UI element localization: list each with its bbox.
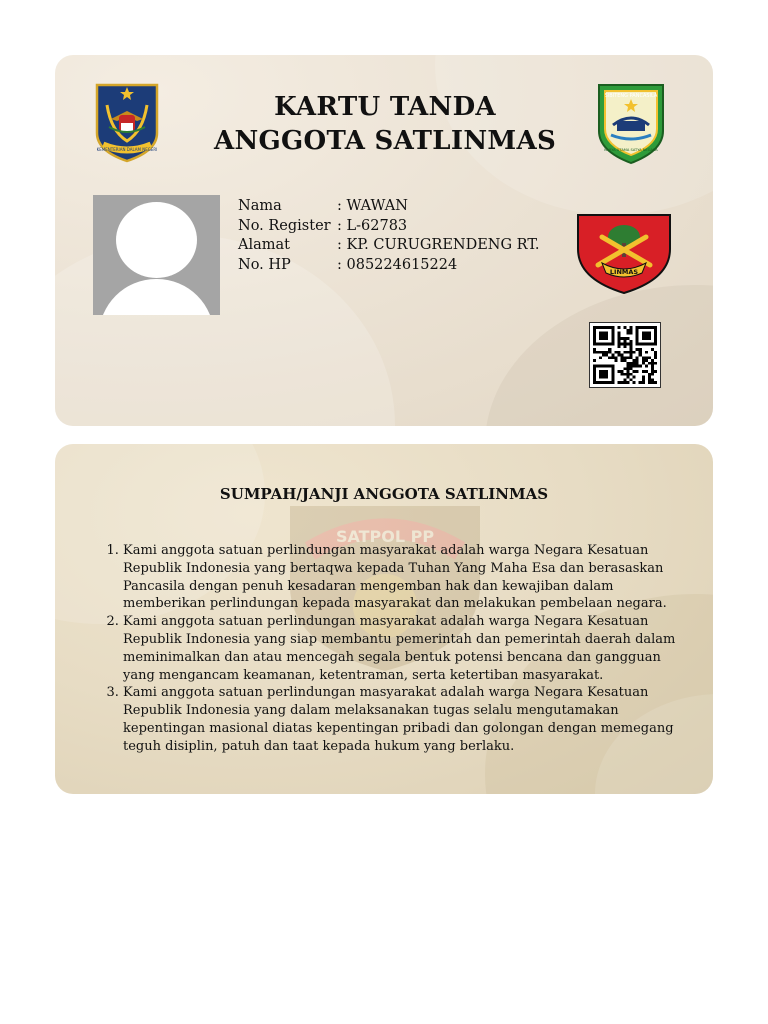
user-placeholder-icon <box>116 202 197 278</box>
oath-item-3: 3. Kami anggota satuan perlindungan masyarakat adalah warga Negara Kesatuan Republik Indonesia yang dalam melaksanakan tugas selalu mengutamakan kepentingan masional diatas kepentingan pribadi dan golongan dengan memegang teguh disiplin, patuh dan taat kepada hukum yang berlaku. <box>123 684 693 755</box>
svg-text:SIBITENG PANCASILA: SIBITENG PANCASILA <box>604 93 658 99</box>
svg-text:KARYA UTAMA SATYA NEGARA: KARYA UTAMA SATYA NEGARA <box>604 148 658 152</box>
oath-item-2: 2. Kami anggota satuan perlindungan masyarakat adalah warga Negara Kesatuan Republik Indonesia yang siap membantu pemerintah dan pemerintah daerah dalam meminimalkan dan atau mencegah segala bentuk potensi bencana dan gangguan yang mengancam keamanan, ketentraman, serta ketertiban masyarakat. <box>123 613 693 684</box>
svg-text:LINMAS: LINMAS <box>609 268 639 276</box>
svg-text:SATPOL PP: SATPOL PP <box>335 527 435 546</box>
info-row-alamat: Alamat : KP. CURUGRENDENG RT. <box>238 237 540 253</box>
card-title: KARTU TANDA ANGGOTA SATLINMAS <box>213 92 557 156</box>
regency-emblem-icon <box>595 81 667 169</box>
qr-code-icon <box>589 322 661 388</box>
linmas-shield-icon <box>576 213 672 299</box>
oath-list <box>103 542 693 756</box>
oath-title: SUMPAH/JANJI ANGGOTA SATLINMAS <box>219 485 549 503</box>
id-card-back <box>55 444 713 794</box>
info-row-nama: Nama : WAWAN <box>238 198 408 214</box>
member-photo <box>93 195 220 315</box>
member-info <box>238 197 540 275</box>
info-row-register: No. Register : L-62783 <box>238 217 408 234</box>
id-card-front <box>55 55 713 426</box>
kemendagri-emblem-icon <box>93 81 161 167</box>
info-row-hp: No. HP : 085224615224 <box>238 256 458 273</box>
oath-item-1: 1. Kami anggota satuan perlindungan masyarakat adalah warga Negara Kesatuan Republik Indonesia yang bertaqwa kepada Tuhan Yang Maha Esa dan berasaskan Pancasila dengan penuh kesadaran mengemban hak dan kewajiban dalam memberikan perlindungan kepada masyarakat dan melakukan pembelaan negara. <box>123 542 693 613</box>
svg-text:KEMENTERIAN DALAM NEGERI: KEMENTERIAN DALAM NEGERI <box>96 147 158 152</box>
